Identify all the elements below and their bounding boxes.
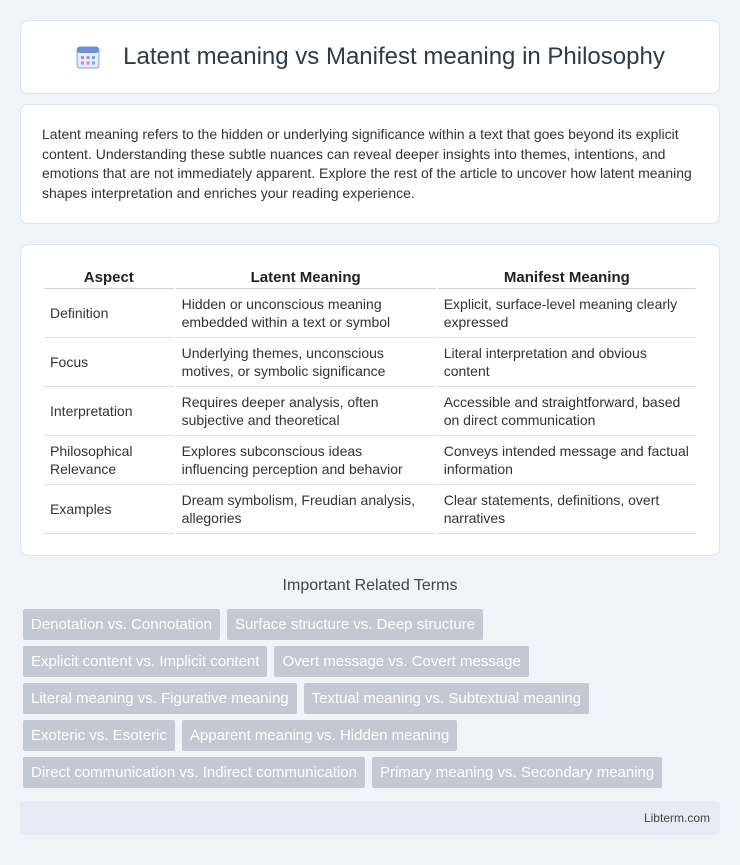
related-term-tag[interactable]: Surface structure vs. Deep structure — [227, 609, 483, 640]
related-term-tag[interactable]: Overt message vs. Covert message — [274, 646, 528, 677]
table-row — [44, 485, 696, 534]
table-row — [44, 387, 696, 436]
related-term-tag[interactable]: Textual meaning vs. Subtextual meaning — [304, 683, 589, 714]
table-cell: Explores subconscious ideas influencing perception and behavior — [176, 436, 436, 485]
table-cell: Dream symbolism, Freudian analysis, allegories — [176, 485, 436, 534]
table-row — [44, 338, 696, 387]
intro-text: Latent meaning refers to the hidden or underlying significance within a text that goes beyond its explicit content. Understanding these subtle nuances can reveal deeper insights into themes, intentions, and emotions that are not immediately apparent. Explore the rest of the article to uncover how latent meaning shapes interpretation and enriches your reading experience. — [42, 126, 692, 201]
comparison-table — [42, 263, 698, 534]
footer-site-link[interactable]: Libterm.com — [643, 811, 710, 825]
intro-card — [20, 104, 720, 224]
table-row — [44, 436, 696, 485]
column-header-manifest: Manifest Meaning — [438, 263, 696, 289]
table-cell: Focus — [44, 338, 174, 387]
table-cell: Requires deeper analysis, often subjective and theoretical — [176, 387, 436, 436]
table-cell: Philosophical Relevance — [44, 436, 174, 485]
calendar-icon — [75, 44, 101, 70]
table-cell: Hidden or unconscious meaning embedded within a text or symbol — [176, 289, 436, 338]
table-cell: Accessible and straightforward, based on direct communication — [438, 387, 696, 436]
table-cell: Interpretation — [44, 387, 174, 436]
table-cell: Examples — [44, 485, 174, 534]
column-header-aspect: Aspect — [44, 263, 174, 289]
table-cell: Definition — [44, 289, 174, 338]
related-term-tag[interactable]: Literal meaning vs. Figurative meaning — [23, 683, 297, 714]
table-cell: Conveys intended message and factual information — [438, 436, 696, 485]
header-card — [20, 20, 720, 94]
tag-row — [23, 646, 723, 677]
tag-row — [23, 609, 723, 640]
tag-row — [23, 757, 723, 788]
table-cell: Literal interpretation and obvious content — [438, 338, 696, 387]
related-term-tag[interactable]: Denotation vs. Connotation — [23, 609, 220, 640]
related-term-tag[interactable]: Apparent meaning vs. Hidden meaning — [182, 720, 457, 751]
related-terms-list — [23, 609, 723, 794]
table-cell: Explicit, surface-level meaning clearly expressed — [438, 289, 696, 338]
related-term-tag[interactable]: Exoteric vs. Esoteric — [23, 720, 175, 751]
column-header-latent: Latent Meaning — [176, 263, 436, 289]
footer — [20, 801, 720, 835]
tag-row — [23, 720, 723, 751]
table-row — [44, 289, 696, 338]
table-header-row — [44, 263, 696, 289]
related-term-tag[interactable]: Explicit content vs. Implicit content — [23, 646, 267, 677]
tag-row — [23, 683, 723, 714]
table-cell: Underlying themes, unconscious motives, or symbolic significance — [176, 338, 436, 387]
table-cell: Clear statements, definitions, overt narratives — [438, 485, 696, 534]
related-term-tag[interactable]: Primary meaning vs. Secondary meaning — [372, 757, 662, 788]
related-terms-title: Important Related Terms — [282, 577, 458, 594]
comparison-table-card — [20, 244, 720, 556]
related-term-tag[interactable]: Direct communication vs. Indirect communication — [23, 757, 365, 788]
page-title: Latent meaning vs Manifest meaning in Philosophy — [123, 43, 665, 70]
